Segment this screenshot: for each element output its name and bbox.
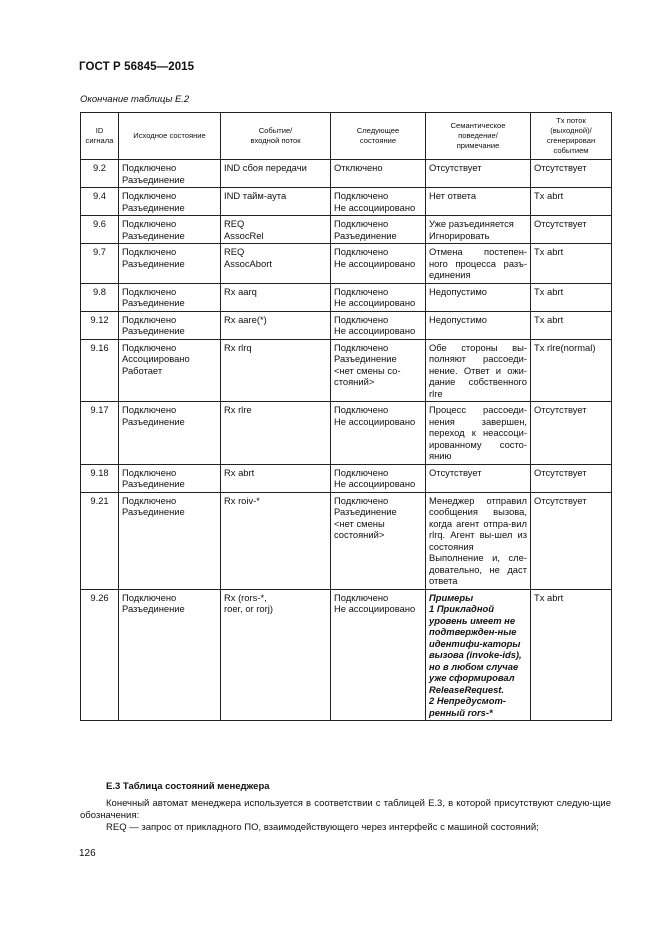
cell-event: Rx aarq (221, 283, 331, 311)
table-caption: Окончание таблицы Е.2 (80, 94, 190, 105)
cell-id: 9.2 (81, 160, 119, 188)
cell-event: IND тайм-аута (221, 188, 331, 216)
cell-event: Rx rlre (221, 402, 331, 465)
cell-note: Обе стороны вы-полняют рассоеди-нение. Ответ и ожи-дание собственного rlre (426, 339, 531, 402)
cell-note: Уже разъединяется Игнорировать (426, 216, 531, 244)
cell-event: Rx rlrq (221, 339, 331, 402)
table-row (81, 589, 612, 721)
cell-id: 9.18 (81, 464, 119, 492)
cell-initial-state: Подключено Разъединение (119, 492, 221, 589)
cell-event: Rx (rors-*, roer, or rorj) (221, 589, 331, 721)
cell-next-state: Подключено Не ассоциировано (331, 402, 426, 465)
document-header: ГОСТ Р 56845—2015 (79, 61, 195, 73)
cell-tx: Tx abrt (531, 311, 612, 339)
table-row (81, 402, 612, 465)
cell-note: Отсутствует (426, 160, 531, 188)
section-title: Е.3 Таблица состояний менеджера (106, 781, 270, 792)
cell-note: Примеры 1 Прикладной уровень имеет не подтвержден-ные идентифи-каторы вызова (invoke-ids), но в любом случае уже сформировал ReleaseRequest. 2 Непредусмот-ренный rors-* (426, 589, 531, 721)
cell-note: Процесс рассоеди-нения завершен, переход к неассоци-ированному состо-янию (426, 402, 531, 465)
table-row (81, 244, 612, 284)
col-header-tx-stream: Tx поток (выходной)/ сгенерирован событием (531, 113, 612, 160)
cell-event: REQ AssocRel (221, 216, 331, 244)
cell-tx: Tx abrt (531, 283, 612, 311)
cell-event: Rx aare(*) (221, 311, 331, 339)
table-row (81, 160, 612, 188)
cell-next-state: Подключено Не ассоциировано (331, 244, 426, 284)
cell-tx: Tx rlre(normal) (531, 339, 612, 402)
cell-next-state: Подключено Не ассоциировано (331, 188, 426, 216)
table-row (81, 492, 612, 589)
cell-tx: Отсутствует (531, 160, 612, 188)
cell-initial-state: Подключено Разъединение (119, 589, 221, 721)
cell-next-state: Отключено (331, 160, 426, 188)
cell-tx: Отсутствует (531, 492, 612, 589)
cell-event: REQ AssocAbort (221, 244, 331, 284)
table-row (81, 283, 612, 311)
cell-tx: Отсутствует (531, 216, 612, 244)
cell-event: IND сбоя передачи (221, 160, 331, 188)
col-header-semantic-note: Семантическое поведение/ примечание (426, 113, 531, 160)
cell-tx: Tx abrt (531, 244, 612, 284)
cell-initial-state: Подключено Разъединение (119, 216, 221, 244)
cell-initial-state: Подключено Разъединение (119, 402, 221, 465)
table-row (81, 311, 612, 339)
cell-note: Недопустимо (426, 311, 531, 339)
col-header-next-state: Следующее состояние (331, 113, 426, 160)
cell-initial-state: Подключено Разъединение (119, 311, 221, 339)
cell-next-state: Подключено Разъединение <нет смены состояний> (331, 492, 426, 589)
cell-initial-state: Подключено Разъединение (119, 244, 221, 284)
cell-next-state: Подключено Разъединение (331, 216, 426, 244)
cell-event: Rx abrt (221, 464, 331, 492)
table-row (81, 216, 612, 244)
cell-event: Rx roiv-* (221, 492, 331, 589)
cell-next-state: Подключено Не ассоциировано (331, 464, 426, 492)
cell-note: Менеджер отправил сообщения вызова, когда агент отпра-вил rlrq. Агент вы-шел из состояния Выполнение и, сле-довательно, не даст ответа (426, 492, 531, 589)
cell-initial-state: Подключено Разъединение (119, 160, 221, 188)
cell-note: Недопустимо (426, 283, 531, 311)
cell-tx: Отсутствует (531, 464, 612, 492)
page-number: 126 (79, 848, 96, 859)
cell-tx: Отсутствует (531, 402, 612, 465)
cell-id: 9.21 (81, 492, 119, 589)
cell-next-state: Подключено Разъединение <нет смены со-стояний> (331, 339, 426, 402)
cell-id: 9.12 (81, 311, 119, 339)
cell-tx: Tx abrt (531, 589, 612, 721)
cell-id: 9.8 (81, 283, 119, 311)
cell-tx: Tx abrt (531, 188, 612, 216)
table-row (81, 188, 612, 216)
cell-next-state: Подключено Не ассоциировано (331, 283, 426, 311)
table-header-row (81, 113, 612, 160)
cell-note: Нет ответа (426, 188, 531, 216)
col-header-id: ID сигнала (81, 113, 119, 160)
state-table (80, 112, 612, 721)
cell-id: 9.16 (81, 339, 119, 402)
table-row (81, 339, 612, 402)
cell-id: 9.4 (81, 188, 119, 216)
cell-id: 9.17 (81, 402, 119, 465)
cell-id: 9.6 (81, 216, 119, 244)
cell-next-state: Подключено Не ассоциировано (331, 311, 426, 339)
table-row (81, 464, 612, 492)
body-paragraph: Конечный автомат менеджера используется в соответствии с таблицей Е.3, в которой присутствуют следую-щие обозначения: (80, 798, 611, 821)
cell-initial-state: Подключено Разъединение (119, 283, 221, 311)
cell-id: 9.7 (81, 244, 119, 284)
cell-note: Отсутствует (426, 464, 531, 492)
cell-initial-state: Подключено Ассоциировано Работает (119, 339, 221, 402)
cell-id: 9.26 (81, 589, 119, 721)
cell-note: Отмена постепен-ного процесса разъ-единения (426, 244, 531, 284)
body-paragraph: REQ — запрос от прикладного ПО, взаимодействующего через интерфейс с машиной состояний; (106, 822, 539, 833)
col-header-initial-state: Исходное состояние (119, 113, 221, 160)
cell-next-state: Подключено Не ассоциировано (331, 589, 426, 721)
col-header-event: Событие/ входной поток (221, 113, 331, 160)
cell-initial-state: Подключено Разъединение (119, 464, 221, 492)
cell-initial-state: Подключено Разъединение (119, 188, 221, 216)
